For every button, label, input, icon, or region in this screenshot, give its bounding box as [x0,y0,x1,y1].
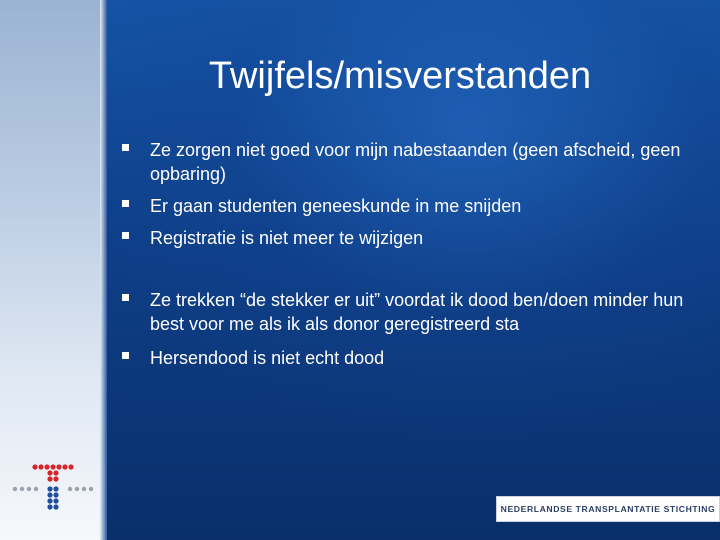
square-bullet-icon [122,294,129,301]
bullet-text: Ze trekken “de stekker er uit” voordat ik dood ben/doen minder hun best voor me als ik als donor geregistreerd sta [150,290,684,334]
square-bullet-icon [122,200,129,207]
bullet-text: Er gaan studenten geneeskunde in me snijden [150,196,522,216]
footer-organization-name: NEDERLANDSE TRANSPLANTATIE STICHTING [500,504,716,514]
slide-title: Twijfels/misverstanden [208,55,592,97]
bullet-text: Registratie is niet meer te wijzigen [150,228,424,248]
square-bullet-icon [122,232,129,239]
left-gradient-panel [0,0,100,540]
nts-dot-logo-icon [10,462,96,516]
square-bullet-icon [122,352,129,359]
left-panel-edge [100,0,107,540]
square-bullet-icon [122,144,129,151]
bullet-text: Hersendood is niet echt dood [150,348,385,368]
bullet-text: Ze zorgen niet goed voor mijn nabestaanden (geen afscheid, geen opbaring) [150,140,681,184]
footer-organization-box [496,496,720,522]
